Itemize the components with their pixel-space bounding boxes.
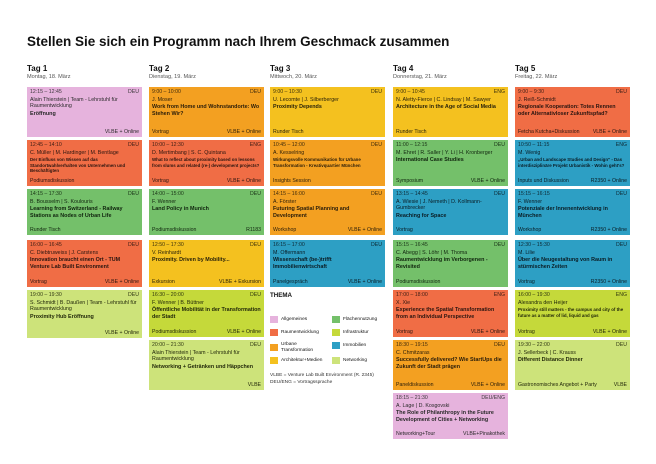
event-speakers: A. Kesselring — [273, 149, 305, 156]
event-card[interactable] — [393, 290, 508, 337]
event-location: VLBE+Pinakothek — [463, 430, 505, 437]
legend-note-vlbe: VLBE = Venture Lab Built Environment (R. 2345) — [270, 373, 374, 378]
event-speakers: M. Ehret | R. Saller | Y. Li | H. Kronberger — [396, 149, 493, 156]
event-language: DEU — [250, 89, 261, 95]
event-location: R2350 + Online — [590, 177, 627, 184]
legend-item — [332, 357, 367, 364]
event-title: Work from Home und Wohnstandorte: Wo Stehen Wir? — [152, 104, 260, 118]
event-location: VLBE + Online — [470, 328, 505, 335]
event-format: Fetcha Kutcha+Diskussion — [518, 128, 580, 135]
event-time: 14:15 – 16:00 — [273, 191, 305, 197]
event-format: Workshop — [273, 226, 297, 233]
event-card[interactable] — [393, 87, 508, 137]
event-card[interactable] — [393, 140, 508, 186]
legend-item — [332, 316, 377, 323]
event-location: VLBE + Online — [104, 128, 139, 135]
event-format: Networking+Tour — [396, 430, 436, 437]
day-date: Montag, 18. März — [27, 74, 71, 80]
event-speakers: M. Wenig — [518, 149, 541, 156]
event-speakers: B. Bousselm | S. Koulouris — [30, 198, 93, 205]
legend-swatch — [270, 344, 278, 351]
event-speakers: C. Müller | M. Hardinger | M. Bentlage — [30, 149, 119, 156]
event-format: Podiumsdiskussion — [30, 177, 75, 184]
event-card[interactable] — [27, 290, 142, 338]
event-language: ENG — [615, 142, 627, 148]
legend-swatch — [270, 357, 278, 364]
event-speakers: C. Abegg | S. Löhr | M. Thoma — [396, 249, 468, 256]
event-title: Futuring Spatial Planning and Development — [273, 206, 350, 220]
event-card[interactable] — [149, 240, 264, 287]
event-language: ENG — [493, 89, 505, 95]
event-location: VLBE + Exkursion — [219, 278, 261, 285]
event-language: DEU — [371, 242, 382, 248]
event-speakers: F. Wenner — [152, 198, 177, 205]
event-speakers: Alexandra den Heijer — [518, 299, 568, 306]
event-card[interactable] — [515, 140, 630, 186]
event-location: VLBE + Online — [592, 128, 627, 135]
event-location: VLBE + Online — [104, 329, 139, 336]
event-card[interactable] — [149, 140, 264, 186]
event-title: Über die Neugestaltung von Raum in stürmischen Zeiten — [518, 257, 613, 271]
event-title: Eröffnung — [30, 110, 56, 117]
event-format: Insights Session — [273, 177, 311, 184]
day-date: Donnerstag, 21. März — [393, 74, 447, 80]
event-title: Experience the Spatial Transformation from an Individual Perspective — [396, 307, 495, 321]
event-card[interactable] — [270, 140, 385, 186]
event-speakers: A. Wiesie | J. Nemeth | D. Kollmann-Gumbrecker — [396, 198, 482, 212]
event-speakers: J. Moser — [152, 96, 173, 103]
event-time: 15:15 – 16:45 — [396, 242, 428, 248]
event-card[interactable] — [149, 340, 264, 390]
event-language: DEU — [616, 342, 627, 348]
day-header-5 — [515, 64, 630, 80]
event-location: R2350 + Online — [590, 226, 627, 233]
event-time: 12:15 – 12:45 — [30, 89, 62, 95]
event-language: DEU — [250, 242, 261, 248]
legend-swatch — [332, 357, 340, 364]
page-title: Stellen Sie sich ein Programm nach Ihrem Geschmack zusammen — [27, 34, 450, 49]
day-date: Dienstag, 19. März — [149, 74, 196, 80]
event-location: R2350 + Online — [590, 278, 627, 285]
event-time: 17:00 – 18:00 — [396, 292, 428, 298]
event-title: Proximity. Driven by Mobility... — [152, 257, 230, 264]
event-language: DEU — [494, 191, 505, 197]
event-language: DEU — [128, 142, 139, 148]
event-format: Workshop — [518, 226, 542, 233]
event-format: Vortrag — [30, 278, 47, 285]
event-time: 16:00 – 16:45 — [30, 242, 62, 248]
event-location: VLBE + Online — [592, 328, 627, 335]
event-title: What to reflect about proximity based on lessons from slums and related (re-) development projects? — [152, 157, 260, 168]
event-time: 12:45 – 14:10 — [30, 142, 62, 148]
event-time: 12:50 – 17:30 — [152, 242, 184, 248]
event-time: 20:00 – 21:30 — [152, 342, 184, 348]
event-time: 18:15 – 21:30 — [396, 395, 428, 401]
event-language: DEU — [250, 292, 261, 298]
event-speakers: U. Lecomte | J. Silberberger — [273, 96, 339, 103]
event-speakers: V. Reinhardt — [152, 249, 181, 256]
event-card[interactable] — [515, 87, 630, 137]
event-card[interactable] — [393, 189, 508, 235]
day-label: Tag 1 — [27, 64, 48, 73]
event-title: Wissenschaft (be-)trifft Immobilienwirtschaft — [273, 257, 332, 271]
event-speakers: F. Wenner — [518, 198, 543, 205]
event-language: DEU — [371, 142, 382, 148]
event-location: VLBE + Online — [226, 328, 261, 335]
event-title: Öffentliche Mobilität in der Transformation der Stadt — [152, 307, 261, 321]
event-title: Wirkungsvolle Kommunikation für Urbane Transformation - Kreativquartier München — [273, 157, 361, 168]
event-location: R1183 — [246, 226, 261, 233]
day-date: Mittwoch, 20. März — [270, 74, 317, 80]
event-time: 9:00 – 10:45 — [396, 89, 425, 95]
event-card[interactable] — [149, 87, 264, 137]
event-time: 10:50 – 11:15 — [518, 142, 550, 148]
event-time: 9:00 – 10:00 — [152, 89, 181, 95]
event-time: 16:15 – 17:00 — [273, 242, 305, 248]
event-format: Vortrag — [396, 328, 413, 335]
event-title: The Role of Philanthropy in the Future Development of Cities + Networking — [396, 410, 494, 424]
event-title: Raumentwicklung im Verborgenen - Revisited — [396, 257, 488, 271]
event-location: VLBE + Online — [226, 177, 261, 184]
legend-item — [332, 329, 369, 336]
event-speakers: C. Diebtruweiss | J. Carstens — [30, 249, 99, 256]
event-title: „Urban and Landscape Studies and Design" - Das interdisziplinäre Projekt Urbanistik - Wohin geht's? — [518, 157, 625, 168]
event-language: ENG — [249, 142, 261, 148]
event-language: DEU — [371, 191, 382, 197]
legend-swatch — [270, 329, 278, 336]
legend-label: Flächennutzung — [343, 316, 378, 322]
event-speakers: Alain Thierstein | Team - Lehrstuhl für Raumentwicklung — [30, 96, 118, 110]
event-title: Successfully delivered? Wie StartUps die Zukunft der Stadt prägen — [396, 357, 502, 371]
event-time: 16:30 – 20:00 — [152, 292, 184, 298]
day-header-1 — [27, 64, 142, 80]
event-location: VLBE — [247, 381, 261, 388]
day-label: Tag 2 — [149, 64, 170, 73]
event-title: Proximity still matters - the campus and city of the future as a matter of lid, liquid and gas — [518, 307, 624, 318]
event-language: DEU — [250, 342, 261, 348]
event-language: DEU — [371, 89, 382, 95]
event-format: Vortrag — [152, 128, 169, 135]
day-label: Tag 3 — [270, 64, 291, 73]
event-language: DEU — [494, 142, 505, 148]
event-time: 14:00 – 15:00 — [152, 191, 184, 197]
event-language: DEU — [616, 242, 627, 248]
legend-heading: THEMA — [270, 292, 292, 299]
event-format: Symposium — [396, 177, 424, 184]
event-language: DEU — [128, 89, 139, 95]
event-title: Networking + Getränken und Häppchen — [152, 363, 254, 370]
event-format: Vortrag — [152, 177, 169, 184]
legend-item — [332, 342, 366, 349]
legend-swatch — [332, 316, 340, 323]
event-card[interactable] — [393, 240, 508, 287]
event-card[interactable] — [27, 189, 142, 235]
event-card[interactable] — [27, 87, 142, 137]
event-card[interactable] — [149, 189, 264, 235]
event-speakers: X. Xie — [396, 299, 411, 306]
event-location: VLBE + Online — [104, 278, 139, 285]
legend-item — [270, 316, 307, 323]
event-time: 11:00 – 12:15 — [396, 142, 428, 148]
event-time: 13:15 – 14:45 — [396, 191, 428, 197]
day-label: Tag 5 — [515, 64, 536, 73]
legend-label: Raumentwicklung — [281, 329, 319, 335]
event-format: Vortrag — [518, 328, 535, 335]
event-title: Proximity Hub Eröffnung — [30, 313, 94, 320]
legend-label: Networking — [343, 357, 367, 363]
event-title: Proximity Depends — [273, 104, 322, 111]
event-title: Potenziale der Innenentwicklung in München — [518, 206, 608, 220]
event-speakers: C. Chmitzaras — [396, 349, 430, 356]
event-speakers: D. Mertimbang | S. C. Quintana — [152, 149, 226, 156]
event-title: International Case Studies — [396, 157, 464, 164]
event-language: DEU — [494, 242, 505, 248]
event-location: VLBE + Online — [470, 177, 505, 184]
event-location: VLBE — [613, 381, 627, 388]
legend-label: Architektur+Medien — [281, 357, 323, 363]
event-card[interactable] — [27, 140, 142, 186]
event-format: Runder Tisch — [396, 128, 427, 135]
event-speakers: J. Reiß-Schmidt — [518, 96, 556, 103]
event-format: Runder Tisch — [30, 226, 61, 233]
event-language: DEU — [494, 342, 505, 348]
event-time: 12:30 – 15:30 — [518, 242, 550, 248]
event-time: 15:15 – 16:15 — [518, 191, 550, 197]
event-speakers: Alain Thierstein | Team - Lehrstuhl für Raumentwicklung — [152, 349, 240, 363]
event-format: Panelgespräch — [273, 278, 308, 285]
event-card[interactable] — [515, 290, 630, 337]
event-language: ENG — [615, 292, 627, 298]
event-time: 9:00 – 9:30 — [518, 89, 544, 95]
event-format: Paneldiskussion — [396, 381, 434, 388]
event-card[interactable] — [270, 189, 385, 235]
event-format: Inputs und Diskussion — [518, 177, 569, 184]
legend-label: Immobilien — [343, 342, 367, 348]
event-title: Innovation braucht einen Ort - TUM Venture Lab Built Environment — [30, 257, 121, 271]
legend-label: Infrastruktur — [343, 329, 369, 335]
event-time: 16:00 – 19:30 — [518, 292, 550, 298]
event-format: Exkursion — [152, 278, 175, 285]
event-location: VLBE + Online — [470, 381, 505, 388]
event-language: DEU — [128, 191, 139, 197]
event-card[interactable] — [393, 340, 508, 390]
event-card[interactable] — [270, 87, 385, 137]
event-language: DEU/ENG — [481, 395, 505, 401]
event-format: Vortrag — [396, 226, 413, 233]
legend-item — [270, 342, 328, 353]
legend-label: Urbane Transformation — [281, 342, 314, 353]
event-card[interactable] — [270, 240, 385, 287]
event-card[interactable] — [515, 240, 630, 287]
event-language: DEU — [616, 191, 627, 197]
theme-legend — [270, 292, 388, 392]
event-speakers: S. Schmidt | B. Daußen | Team - Lehrstuhl für Raumentwicklung — [30, 299, 137, 313]
event-time: 9:00 – 10:30 — [273, 89, 302, 95]
event-location: VLBE + Online — [226, 128, 261, 135]
event-title: Different Distance Dinner — [518, 357, 583, 364]
day-date: Freitag, 22. März — [515, 74, 558, 80]
day-header-2 — [149, 64, 264, 80]
event-language: ENG — [493, 292, 505, 298]
legend-label: Allgemeines — [281, 316, 308, 322]
event-time: 19:30 – 22:00 — [518, 342, 550, 348]
event-card[interactable] — [149, 290, 264, 337]
event-time: 10:00 – 12:30 — [152, 142, 184, 148]
event-card[interactable] — [27, 240, 142, 287]
day-label: Tag 4 — [393, 64, 414, 73]
event-speakers: A. Lage | D. Kosgovski — [396, 402, 450, 409]
event-format: Runder Tisch — [273, 128, 304, 135]
event-format: Vortrag — [518, 278, 535, 285]
event-speakers: M. Lilie — [518, 249, 535, 256]
event-speakers: F. Wenner | B. Büttner — [152, 299, 204, 306]
legend-swatch — [332, 329, 340, 336]
event-title: Architecture in the Age of Social Media — [396, 104, 496, 111]
event-speakers: N. Aletty-Fierce | C. Lindsay | M. Sawyer — [396, 96, 491, 103]
event-language: DEU — [616, 89, 627, 95]
legend-item — [270, 329, 319, 336]
event-time: 19:00 – 19:30 — [30, 292, 62, 298]
event-time: 14:15 – 17:30 — [30, 191, 62, 197]
event-card[interactable] — [515, 340, 630, 390]
event-card[interactable] — [515, 189, 630, 235]
event-speakers: J. Sellerbeck | C. Krauss — [518, 349, 576, 356]
event-speakers: A. Förster — [273, 198, 297, 205]
event-language: DEU — [128, 292, 139, 298]
event-time: 10:45 – 12:00 — [273, 142, 305, 148]
legend-swatch — [270, 316, 278, 323]
event-card[interactable] — [393, 393, 508, 439]
event-language: DEU — [128, 242, 139, 248]
day-header-4 — [393, 64, 508, 80]
event-title: Land Policy in Munich — [152, 206, 209, 213]
event-title: Reaching for Space — [396, 212, 447, 219]
event-location: VLBE + Online — [347, 226, 382, 233]
event-title: Regionale Kooperation: Totes Rennen oder Alternativloser Zukunftspfad? — [518, 104, 616, 118]
event-format: Podiumsdiskussion — [396, 278, 441, 285]
event-speakers: M. Offermann — [273, 249, 306, 256]
event-format: Podiumsdiskussion — [152, 328, 197, 335]
legend-note-language: DEU/ENG = Vortragssprache — [270, 380, 333, 385]
legend-swatch — [332, 342, 340, 349]
event-language: DEU — [250, 191, 261, 197]
event-format: Podiumsdiskussion — [152, 226, 197, 233]
event-title: Learning from Switzerland - Railway Stations as Nodes of Urban Life — [30, 206, 123, 220]
event-location: VLBE + Online — [347, 278, 382, 285]
event-time: 18:30 – 19:15 — [396, 342, 428, 348]
event-title: Der Einfluss von Wissen auf das Standortwahlverhalten von Unternehmen und Beschäftigten — [30, 157, 126, 174]
day-header-3 — [270, 64, 385, 80]
event-format: Gastronomisches Angebot + Party — [518, 381, 597, 388]
legend-item — [270, 357, 322, 364]
